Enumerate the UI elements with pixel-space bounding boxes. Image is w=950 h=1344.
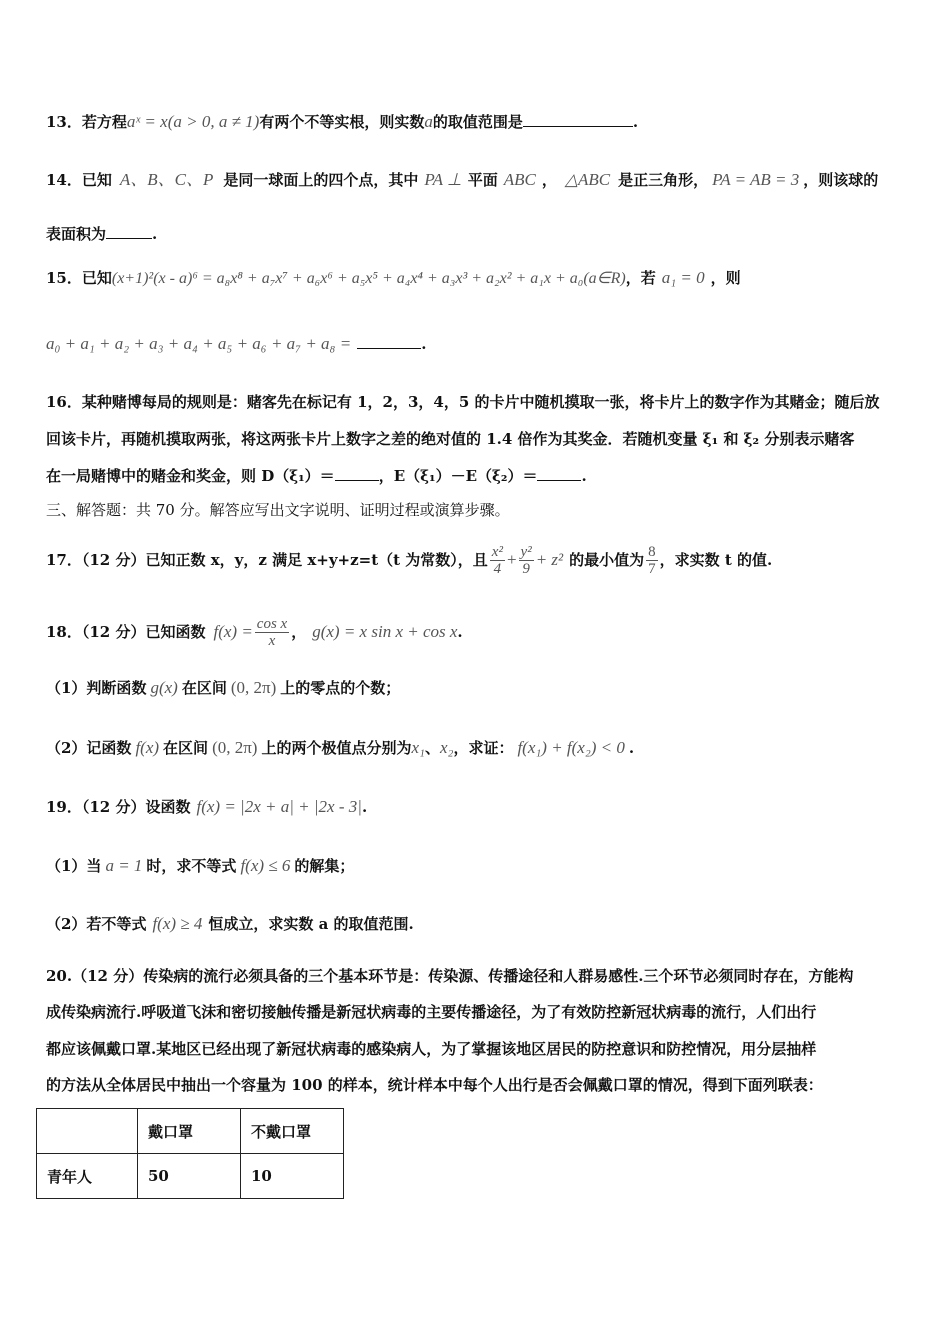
answer-blank: [523, 112, 633, 127]
table-cell: 青年人: [37, 1154, 138, 1199]
question-18-part1: （1）判断函数 g(x) 在区间 (0, 2π) 上的零点的个数；: [46, 678, 401, 697]
question-19: 19．（12 分）设函数 f(x) = |2x + a| + |2x - 3|.: [46, 797, 368, 816]
table-cell: 10: [241, 1154, 344, 1199]
question-19-part2: （2）若不等式 f(x) ≥ 4 恒成立，求实数 a 的取值范围.: [46, 914, 414, 933]
question-16-line1: 16．某种赌博每局的规则是：赌客先在标记有 1，2，3，4，5 的卡片中随机摸取一张，将卡片上的数字作为其赌金；随后放: [46, 393, 880, 411]
question-16-line2: 回该卡片，再随机摸取两张，将这两张卡片上数字之差的绝对值的 1.4 倍作为其奖金．若随机变量 ξ₁ 和 ξ₂ 分别表示赌客: [46, 430, 855, 448]
question-19-part1: （1）当 a = 1 时，求不等式 f(x) ≤ 6 的解集；: [46, 856, 355, 875]
question-20-line4: 的方法从全体居民中抽出一个容量为 100 的样本，统计样本中每个人出行是否会佩戴口罩的情况，得到下面列联表：: [46, 1076, 823, 1094]
answer-blank: [335, 466, 379, 481]
q13-equation: aˣ = x(a > 0, a ≠ 1): [126, 112, 260, 131]
contingency-table: [36, 1108, 344, 1199]
table-header-row: [37, 1109, 344, 1154]
question-14: 14．已知 A、B、C、P 是同一球面上的四个点，其中 PA ⊥ 平面 ABC ， △ABC 是正三角形， PA = AB = 3 ，则该球的: [46, 170, 879, 189]
table-header-cell: [37, 1109, 138, 1154]
fraction-x2-over-4: $\frac{\text{x²}}{4}$: [491, 543, 503, 577]
q15-expansion: (x+1)²(x - a)⁶ = a₈x⁸ + a₇x⁷ + a₆x⁶ + a₅x⁵ + a₄x⁴ + a₃x³ + a₂x² + a₁x + a₀(a∈R): [111, 270, 626, 287]
question-13: 13．若方程aˣ = x(a > 0, a ≠ 1)有两个不等实根，则实数a的取值范围是 .: [46, 112, 639, 131]
question-20-line1: 20.（12 分）传染病的流行必须具备的三个基本环节是：传染源、传播途径和人群易感性.三个环节必须同时存在，方能构: [46, 967, 854, 985]
table-header-cell: 不戴口罩: [241, 1109, 344, 1154]
table-cell: 50: [138, 1154, 241, 1199]
question-14-line2: 表面积为 .: [46, 225, 158, 243]
question-16-line3: 在一局赌博中的赌金和奖金，则 D（ξ₁）＝ ，E（ξ₁）－E（ξ₂）＝ .: [46, 467, 587, 485]
question-15: 15．已知(x+1)²(x - a)⁶ = a₈x⁸ + a₇x⁷ + a₆x⁶ + a₅x⁵ + a₄x⁴ + a₃x³ + a₂x² + a₁x + a₀(a∈R)，若 a₁ = 0 ，则: [46, 268, 741, 287]
answer-blank: [357, 334, 421, 349]
question-15-line2: a₀ + a₁ + a₂ + a₃ + a₄ + a₅ + a₆ + a₇ + a₈ = .: [46, 334, 427, 353]
q15-sum: a₀ + a₁ + a₂ + a₃ + a₄ + a₅ + a₆ + a₇ + a₈ =: [46, 334, 352, 353]
answer-blank: [537, 466, 581, 481]
table-header-cell: 戴口罩: [138, 1109, 241, 1154]
question-18-part2: （2）记函数 f(x) 在区间 (0, 2π) 上的两个极值点分别为x₁、x₂，求证： f(x₁) + f(x₂) < 0 .: [46, 738, 635, 757]
table-row: [37, 1154, 344, 1199]
question-17: 17．（12 分）已知正数 x，y，z 满足 x+y+z=t（t 为常数），且 $\frac{\text{x²}}{4}$ + $\frac{\text{y²}}{9}$ + z² 的最小值为 $\frac{8}{7}$ ，求实数 t 的值.: [46, 543, 773, 577]
question-20-line3: 都应该佩戴口罩.某地区已经出现了新冠状病毒的感染病人，为了掌握该地区居民的防控意识和防控情况，用分层抽样: [46, 1040, 817, 1058]
section-heading: 三、解答题：共 70 分。解答应写出文字说明、证明过程或演算步骤。: [46, 501, 510, 519]
question-18: 18．（12 分）已知函数 f(x) = $\frac{\text{cos x}}{x}$ ， g(x) = x sin x + cos x .: [46, 615, 463, 649]
fraction-y2-over-9: $\frac{\text{y²}}{9}$: [520, 543, 532, 577]
fraction-8-over-7: $\frac{8}{7}$: [648, 543, 656, 577]
fraction-cosx-over-x: $\frac{\text{cos x}}{x}$: [256, 615, 288, 649]
answer-blank: [106, 224, 152, 239]
question-20-line2: 成传染病流行.呼吸道飞沫和密切接触传播是新冠状病毒的主要传播途径，为了有效防控新冠状病毒的流行，人们出行: [46, 1003, 817, 1021]
